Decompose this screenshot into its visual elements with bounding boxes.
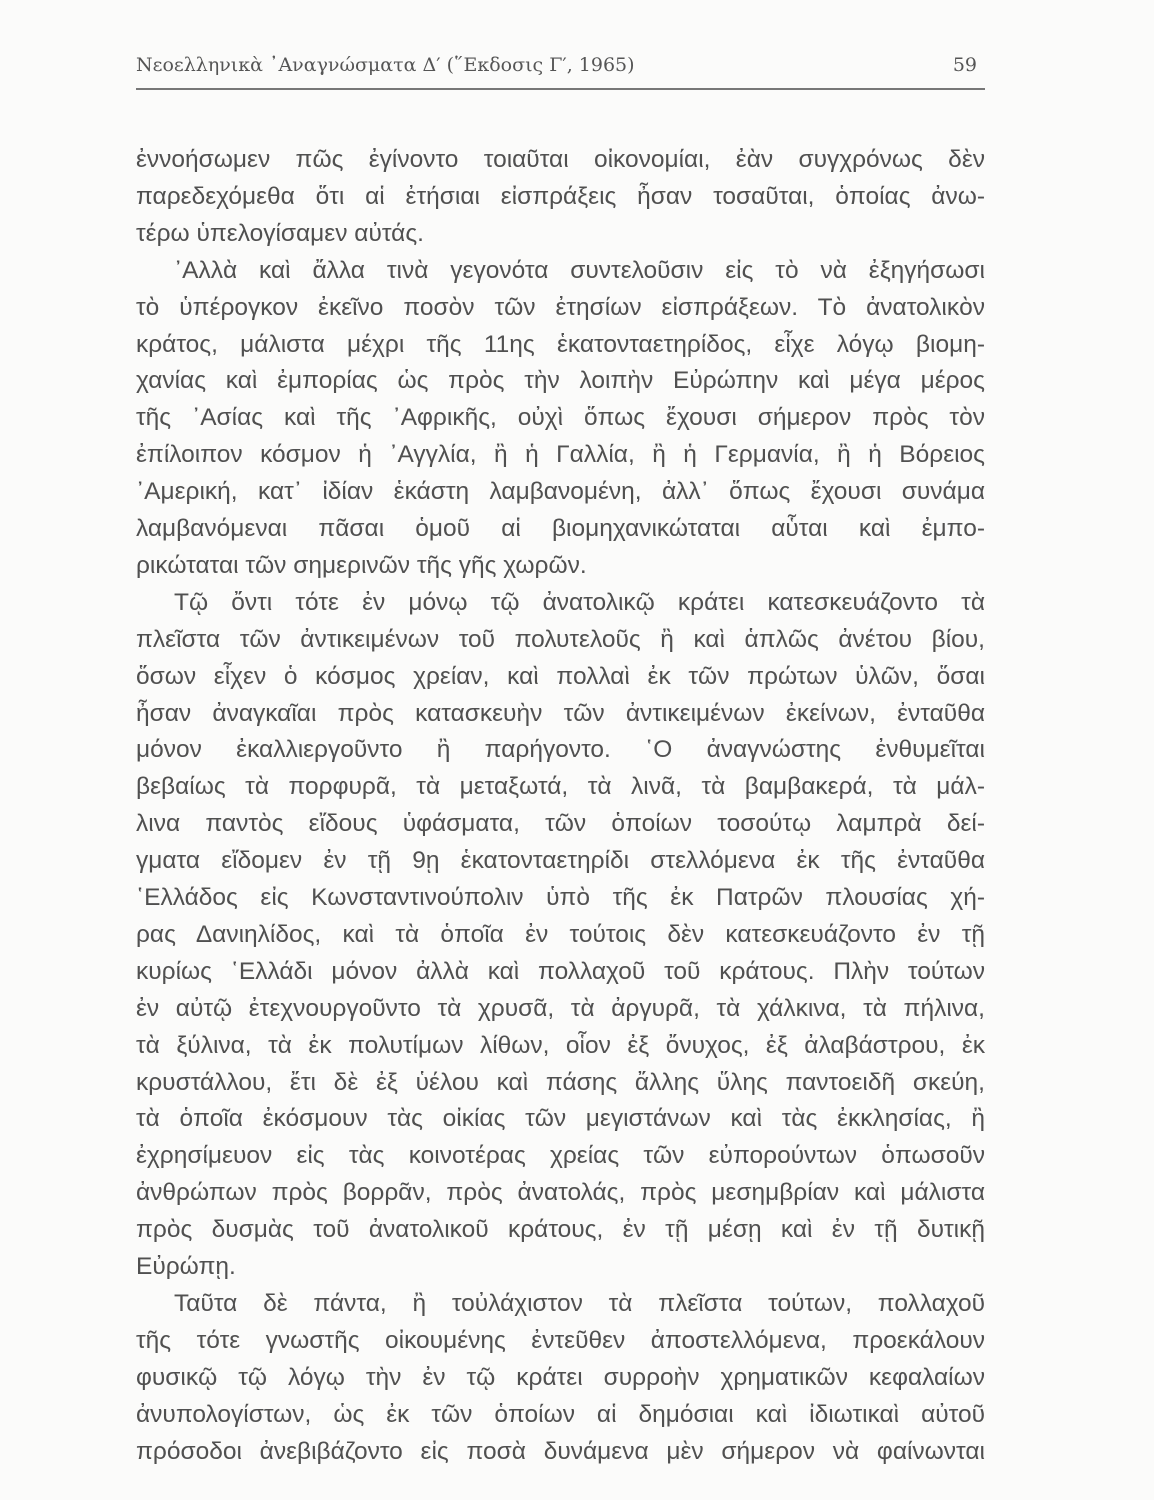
text-line: ἐν αὐτῷ ἐτεχνουργοῦντο τὰ χρυσᾶ, τὰ ἀργυρᾶ, τὰ χάλκινα, τὰ πήλινα, [136,994,985,1022]
text-line: τὰ ξύλινα, τὰ ἐκ πολυτίμων λίθων, οἷον ἐξ ὄνυχος, ἐξ ἀλαβάστρου, ἐκ [136,1031,985,1059]
text-line: Τῷ ὄντι τότε ἐν μόνῳ τῷ ἀνατολικῷ κράτει κατεσκευάζοντο τὰ [174,588,985,616]
text-line: ἦσαν ἀναγκαῖαι πρὸς κατασκευὴν τῶν ἀντικειμένων ἐκείνων, ἐνταῦθα [136,699,985,727]
running-header [136,52,985,84]
text-line: λινα παντὸς εἴδους ὑφάσματα, τῶν ὁποίων τοσούτῳ λαμπρὰ δεί- [136,810,985,838]
text-line: χανίας καὶ ἐμπορίας ὡς πρὸς τὴν λοιπὴν Εὐρώπην καὶ μέγα μέρος [136,367,985,395]
text-line: γματα εἴδομεν ἐν τῇ 9ῃ ἑκατονταετηρίδι στελλόμενα ἐκ τῆς ἐνταῦθα [136,847,985,875]
text-line: ᾿Αμερική, κατ᾿ ἰδίαν ἑκάστη λαμβανομένη, ἀλλ᾿ ὅπως ἔχουσι συνάμα [136,478,985,506]
text-line: ῾Ελλάδος εἰς Κωνσταντινούπολιν ὑπὸ τῆς ἐκ Πατρῶν πλουσίας χή- [136,884,985,911]
text-line: πρὸς δυσμὰς τοῦ ἀνατολικοῦ κράτους, ἐν τῇ μέσῃ καὶ ἐν τῇ δυτικῇ [136,1216,985,1244]
text-line: ᾿Αλλὰ καὶ ἄλλα τινὰ γεγονότα συντελοῦσιν εἰς τὸ νὰ ἐξηγήσωσι [174,256,985,284]
running-title: Νεοελληνικὰ ᾿Αναγνώσματα Δ′ (῞Εκδοσις Γ′, 1965) [136,54,635,76]
text-line: τὰ ὁποῖα ἐκόσμουν τὰς οἰκίας τῶν μεγιστάνων καὶ τὰς ἐκκλησίας, ἢ [136,1105,985,1133]
text-line: φυσικῷ τῷ λόγῳ τὴν ἐν τῷ κράτει συρροὴν χρηματικῶν κεφαλαίων [136,1363,985,1391]
text-line: ἐχρησίμευον εἰς τὰς κοινοτέρας χρείας τῶν εὐπορούντων ὁπωσοῦν [136,1142,985,1170]
text-line: πλεῖστα τῶν ἀντικειμένων τοῦ πολυτελοῦς ἢ καὶ ἁπλῶς ἀνέτου βίου, [136,625,985,653]
text-line: ἀνθρώπων πρὸς βορρᾶν, πρὸς ἀνατολάς, πρὸς μεσημβρίαν καὶ μάλιστα [136,1179,985,1207]
text-line: λαμβανόμεναι πᾶσαι ὁμοῦ αἱ βιομηχανικώταται αὗται καὶ ἐμπο- [136,515,985,542]
text-line: ρας Δανιηλίδος, καὶ τὰ ὁποῖα ἐν τούτοις δὲν κατεσκευάζοντο ἐν τῇ [136,920,985,948]
text-line: βεβαίως τὰ πορφυρᾶ, τὰ μεταξωτά, τὰ λινᾶ, τὰ βαμβακερά, τὰ μάλ- [136,773,985,801]
text-line: πρόσοδοι ἀνεβιβάζοντο εἰς ποσὰ δυνάμενα μὲν σήμερον νὰ φαίνωνται [136,1437,985,1465]
text-line: κρυστάλλου, ἔτι δὲ ἐξ ὑέλου καὶ πάσης ἄλλης ὕλης παντοειδῆ σκεύη, [136,1068,985,1096]
text-line: κράτος, μάλιστα μέχρι τῆς 11ης ἑκατονταετηρίδος, εἶχε λόγῳ βιομη- [136,330,985,358]
text-line: ἀνυπολογίστων, ὡς ἐκ τῶν ὁποίων αἱ δημόσιαι καὶ ἰδιωτικαὶ αὐτοῦ [136,1400,985,1428]
page-number: 59 [952,54,977,76]
text-line: τέρω ὑπελογίσαμεν αὐτάς. [136,219,424,247]
text-line: Εὐρώπῃ. [136,1253,236,1280]
text-line: ρικώταται τῶν σημερινῶν τῆς γῆς χωρῶν. [136,551,587,579]
text-line: ὅσων εἶχεν ὁ κόσμος χρείαν, καὶ πολλαὶ ἐκ τῶν πρώτων ὑλῶν, ὅσαι [136,662,985,690]
text-line: τῆς τότε γνωστῆς οἰκουμένης ἐντεῦθεν ἀποστελλόμενα, προεκάλουν [136,1326,985,1354]
header-rule [136,88,985,90]
text-line: παρεδεχόμεθα ὅτι αἱ ἐτήσιαι εἰσπράξεις ἦσαν τοσαῦται, ὁποίας ἀνω- [136,182,985,210]
text-line: ἐπίλοιπον κόσμον ἡ ᾿Αγγλία, ἢ ἡ Γαλλία, ἢ ἡ Γερμανία, ἢ ἡ Βόρειος [136,441,985,469]
text-line: μόνον ἐκαλλιεργοῦντο ἢ παρήγοντο. ῾Ο ἀναγνώστης ἐνθυμεῖται [136,736,985,764]
text-line: τῆς ᾿Ασίας καὶ τῆς ᾿Αφρικῆς, οὐχὶ ὅπως ἔχουσι σήμερον πρὸς τὸν [136,404,985,432]
text-line: τὸ ὑπέρογκον ἐκεῖνο ποσὸν τῶν ἐτησίων εἰσπράξεων. Τὸ ἀνατολικὸν [136,293,985,321]
text-line: ἐννοήσωμεν πῶς ἐγίνοντο τοιαῦται οἰκονομίαι, ἐὰν συγχρόνως δὲν [136,146,985,173]
text-line: κυρίως ῾Ελλάδι μόνον ἀλλὰ καὶ πολλαχοῦ τοῦ κράτους. Πλὴν τούτων [136,957,985,985]
text-line: Ταῦτα δὲ πάντα, ἢ τοὐλάχιστον τὰ πλεῖστα τούτων, πολλαχοῦ [174,1289,985,1317]
